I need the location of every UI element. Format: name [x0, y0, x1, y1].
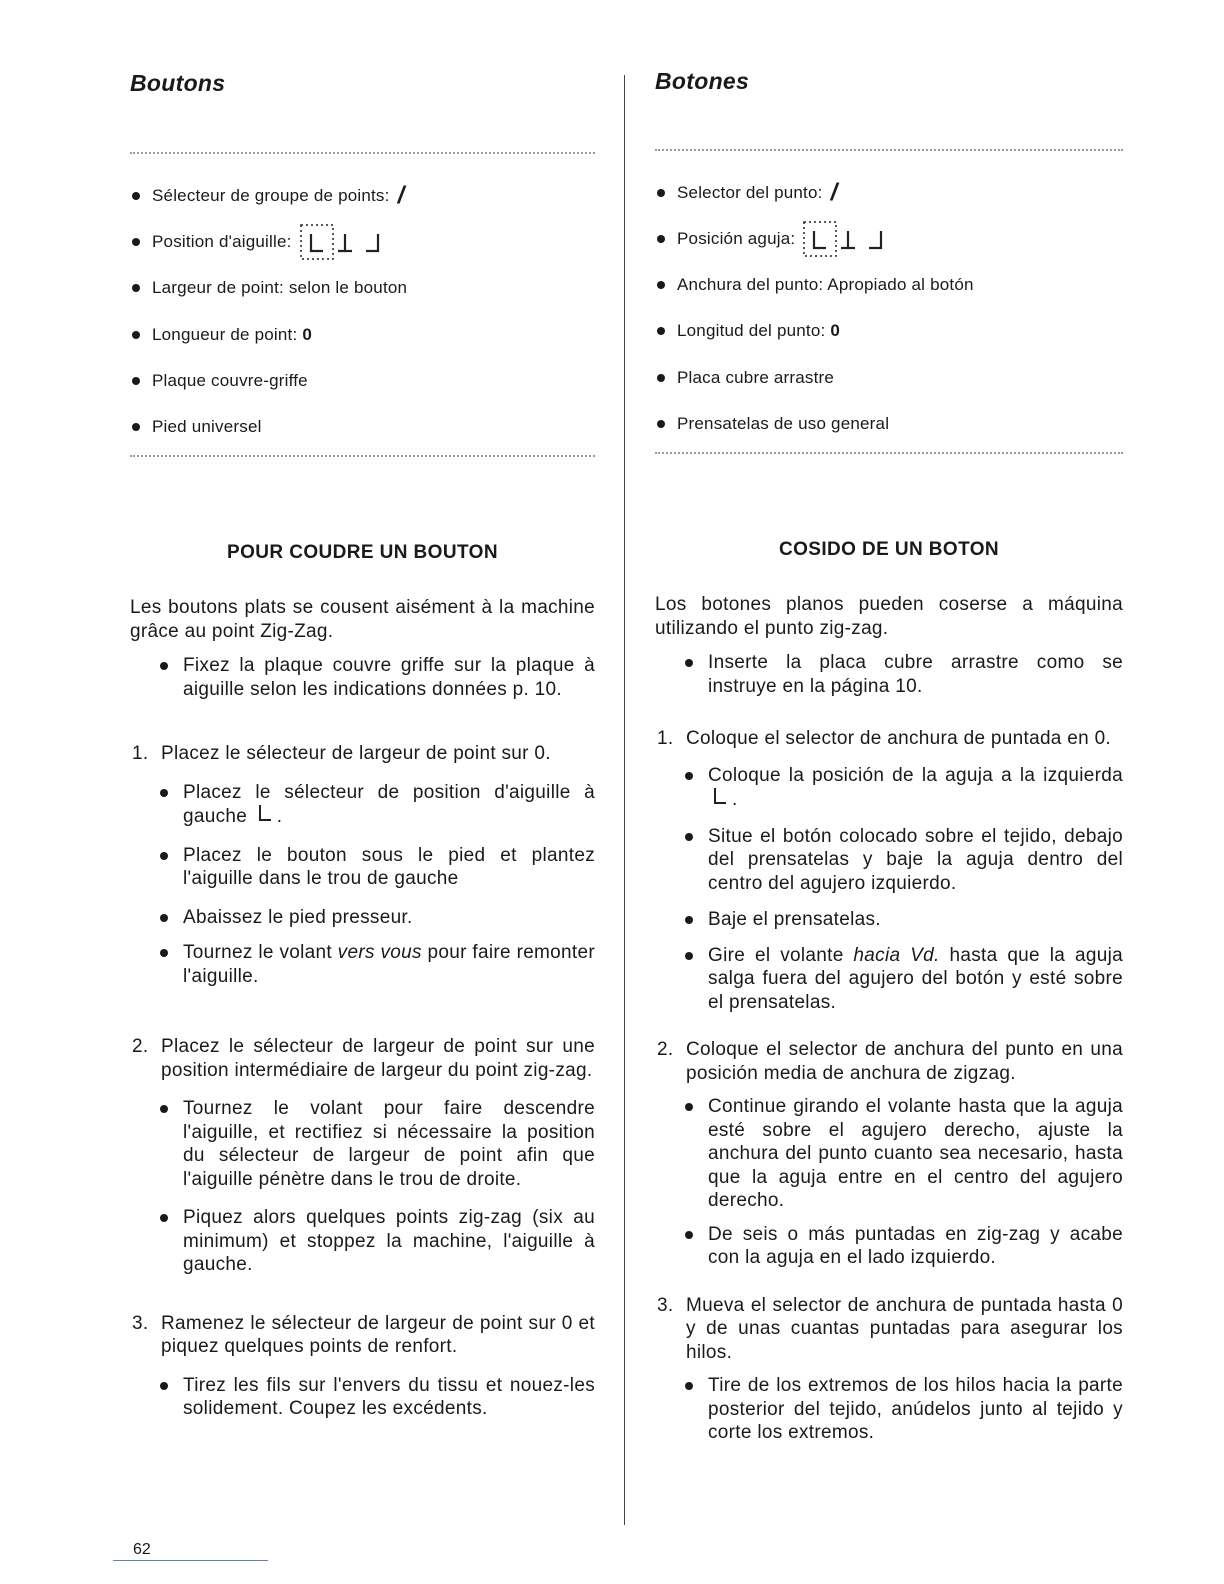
bullet-icon: [160, 852, 168, 860]
page-number: 62: [133, 1541, 151, 1558]
bullet-item: Continue girando el volante hasta que la aguja esté sobre el agujero derecho, ajuste la anchura del punto cuanto sea necesario, hasta que la aguja entre en el centro del agujero derecho.: [655, 1095, 1123, 1213]
spec-item: Plaque couvre-griffe: [130, 371, 308, 391]
bullet-icon: [685, 833, 693, 841]
bullet-icon: [160, 1105, 168, 1113]
section-heading: COSIDO DE UN BOTON: [778, 539, 1000, 560]
spec-item: Prensatelas de uso general: [655, 414, 889, 434]
spec-item: Position d'aiguille:: [130, 222, 390, 262]
spec-item: Placa cubre arrastre: [655, 368, 834, 388]
bullet-item: Tournez le volant pour faire descendre l'aiguille, et rectifiez si nécessaire la position du sélecteur de largeur de point afin que l'aiguille pénètre dans le trou de droite.: [130, 1097, 595, 1191]
spec-item: Anchura del punto: Apropiado al botón: [655, 275, 974, 295]
spec-item: Longueur de point: 0: [130, 325, 312, 345]
bullet-icon: [685, 952, 693, 960]
bullet-icon: [685, 1231, 693, 1239]
bullet-icon: [160, 949, 168, 957]
instructions-body: [655, 593, 1123, 1445]
bullet-item: Placez le sélecteur de position d'aiguille à gauche .: [130, 781, 595, 829]
bullet-item: Piquez alors quelques points zig-zag (six au minimum) et stoppez la machine, l'aiguille à gauche.: [130, 1206, 595, 1277]
needle-position-icon: [801, 219, 893, 259]
bullet-item: Fixez la plaque couvre griffe sur la plaque à aiguille selon les indications données p. 10.: [130, 654, 595, 701]
bullet-icon: [657, 281, 665, 289]
bullet-icon: [160, 914, 168, 922]
bullet-icon: [160, 789, 168, 797]
intro-paragraph: Les boutons plats se cousent aisément à la machine grâce au point Zig-Zag.: [130, 597, 595, 642]
bullet-icon: [132, 377, 140, 385]
bullet-icon: [657, 327, 665, 335]
bullet-item: Tournez le volant vers vous pour faire remonter l'aiguille.: [130, 941, 595, 988]
bullet-item: Situe el botón colocado sobre el tejido, debajo del prensatelas y baje la aguja dentro del centro del agujero izquierdo.: [655, 825, 1123, 896]
intro-paragraph: Los botones planos pueden coserse a máquina utilizando el punto zig-zag.: [655, 594, 1123, 639]
bullet-icon: [160, 1214, 168, 1222]
step-item: 2. Placez le sélecteur de largeur de point sur une position intermédiaire de largeur du point zig-zag.: [132, 1036, 595, 1081]
bullet-icon: [685, 659, 693, 667]
bullet-icon: [132, 423, 140, 431]
footer-rule: [113, 1560, 268, 1561]
step-item: 1. Placez le sélecteur de largeur de point sur 0.: [132, 743, 551, 764]
bullet-item: Placez le bouton sous le pied et plantez l'aiguille dans le trou de gauche: [130, 844, 595, 891]
dotted-rule: [130, 152, 595, 154]
bullet-item: Abaissez le pied presseur.: [130, 906, 595, 930]
spec-item: Sélecteur de groupe de points: /: [130, 184, 404, 208]
step-item: 2. Coloque el selector de anchura del punto en una posición media de anchura de zigzag.: [657, 1039, 1123, 1084]
bullet-icon: [685, 772, 693, 780]
spec-item: Selector del punto: /: [655, 181, 837, 205]
bullet-icon: [657, 235, 665, 243]
left-needle-icon: [257, 804, 273, 822]
column-divider: [624, 75, 625, 1525]
step-item: 1. Coloque el selector de anchura de puntada en 0.: [657, 728, 1112, 749]
dotted-rule: [655, 452, 1123, 454]
dotted-rule: [655, 149, 1123, 151]
bullet-item: Inserte la placa cubre arrastre como se instruye en la página 10.: [655, 651, 1123, 698]
bullet-icon: [685, 1103, 693, 1111]
step-item: 3. Mueva el selector de anchura de puntada hasta 0 y de unas cuantas puntadas para asegurar los hilos.: [657, 1294, 1123, 1363]
bullet-icon: [132, 192, 140, 200]
straight-stitch-icon: /: [830, 179, 838, 206]
bullet-icon: [657, 189, 665, 197]
step-item: 3. Ramenez le sélecteur de largeur de point sur 0 et piquez quelques points de renfort.: [132, 1312, 595, 1357]
bullet-item: Coloque la posición de la aguja a la izquierda .: [655, 764, 1123, 812]
left-needle-icon: [712, 787, 728, 805]
bullet-icon: [685, 916, 693, 924]
bullet-icon: [657, 374, 665, 382]
bullet-icon: [132, 331, 140, 339]
needle-position-icon: [298, 222, 390, 262]
bullet-item: Tire de los extremos de los hilos hacia la parte posterior del tejido, anúdelos junto al tejido y corte los extremos.: [655, 1374, 1123, 1445]
section-title: Boutons: [130, 70, 226, 96]
bullet-item: Baje el prensatelas.: [655, 908, 1123, 932]
dotted-rule: [130, 455, 595, 457]
bullet-icon: [657, 420, 665, 428]
bullet-icon: [132, 238, 140, 246]
spec-item: Posición aguja:: [655, 219, 893, 259]
spec-item: Largeur de point: selon le bouton: [130, 278, 407, 298]
spec-item: Longitud del punto: 0: [655, 321, 840, 341]
bullet-icon: [132, 284, 140, 292]
bullet-item: Tirez les fils sur l'envers du tissu et nouez-les solidement. Coupez les excédents.: [130, 1374, 595, 1421]
straight-stitch-icon: /: [397, 182, 405, 209]
section-heading: POUR COUDRE UN BOUTON: [227, 542, 498, 563]
bullet-item: Gire el volante hacia Vd. hasta que la aguja salga fuera del agujero del botón y esté sobre el prensatelas.: [655, 944, 1123, 1015]
bullet-icon: [160, 662, 168, 670]
section-title: Botones: [655, 68, 750, 94]
bullet-item: De seis o más puntadas en zig-zag y acabe con la aguja en el lado izquierdo.: [655, 1223, 1123, 1270]
spec-item: Pied universel: [130, 417, 262, 437]
bullet-icon: [685, 1382, 693, 1390]
bullet-icon: [160, 1382, 168, 1390]
instructions-body: [130, 596, 595, 1421]
